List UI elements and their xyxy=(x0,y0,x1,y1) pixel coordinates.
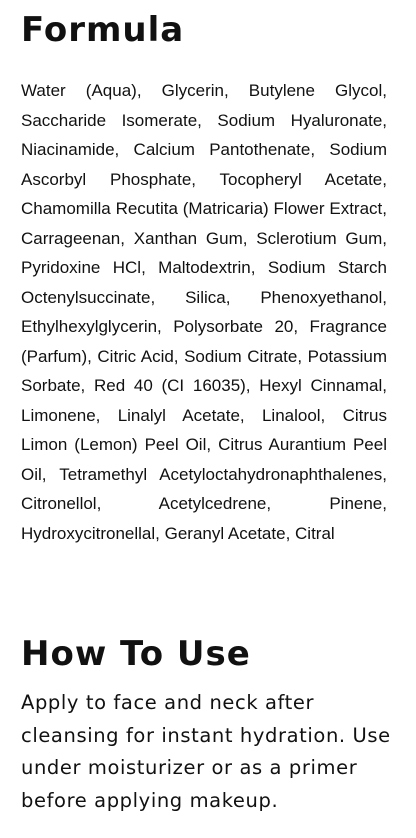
formula-heading: Formula xyxy=(21,10,185,50)
ingredients-list: Water (Aqua), Glycerin, Butylene Glycol, Saccharide Isomerate, Sodium Hyaluronate, Niacinamide, Calcium Pantothenate, Sodium Ascorbyl Phosphate, Tocopheryl Acetate, Chamomilla Recutita (Matricaria) Flower Extract, Carrageenan, Xanthan Gum, Sclerotium Gum, Pyridoxine HCl, Maltodextrin, Sodium Starch Octenylsuccinate, Silica, Phenoxyethanol, Ethylhexylglycerin, Polysorbate 20, Fragrance (Parfum), Citric Acid, Sodium Citrate, Potassium Sorbate, Red 40 (CI 16035), Hexyl Cinnamal, Limonene, Linalyl Acetate, Linalool, Citrus Limon (Lemon) Peel Oil, Citrus Aurantium Peel Oil, Tetramethyl Acetyloctahydronaphthalenes, Citronellol, Acetylcedrene, Pinene, Hydroxycitronellal, Geranyl Acetate, Citral xyxy=(21,81,387,543)
usage-instructions: Apply to face and neck after cleansing for instant hydration. Use under moisturizer or as a primer before applying makeup. xyxy=(21,691,391,812)
how-to-use-heading: How To Use xyxy=(21,634,251,674)
